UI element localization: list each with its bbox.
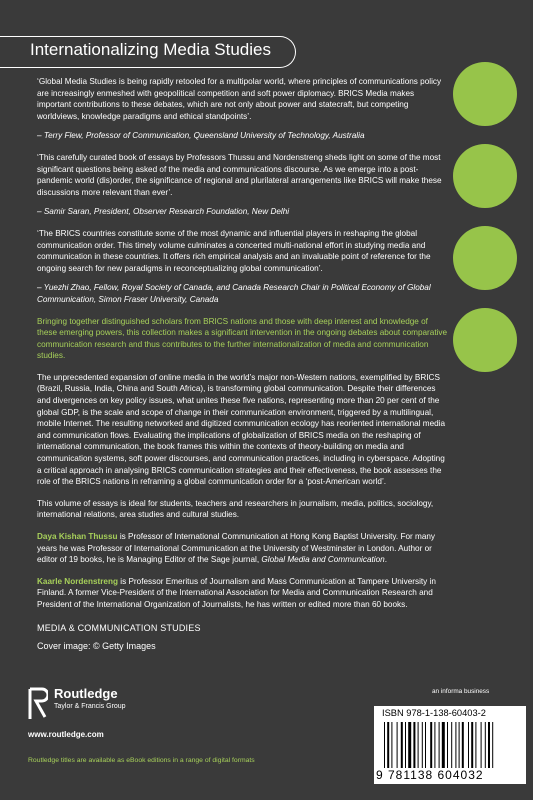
journal-title: Global Media and Communication <box>261 555 385 565</box>
endorsement-attribution: – Samir Saran, President, Observer Research Foundation, New Delhi <box>37 207 290 217</box>
subject-category: MEDIA & COMMUNICATION STUDIES <box>37 622 201 633</box>
green-circle <box>453 226 517 290</box>
audience-paragraph: This volume of essays is ideal for students, teachers and researchers in journalism, media, politics, sociology, international relations, area studies and cultural studies. <box>37 498 434 520</box>
author-name: Daya Kishan Thussu <box>37 532 118 541</box>
publisher-url: www.routledge.com <box>28 730 104 739</box>
author-bio: Kaarle Nordenstreng is Professor Emeritus of Journalism and Mass Communication at Tampere University in Finland. A former Vice-President of the International Association for Media and Communication Research and President of the International Organization of Journalists, he has written or edited more than 60 books. <box>37 576 436 609</box>
publisher-group: Taylor & Francis Group <box>54 703 126 710</box>
description-paragraph: The unprecedented expansion of online media in the world’s major non-Western nations, exemplified by BRICS (Brazil, Russia, India, China and South Africa), is transforming global communication. Despite their differences and divergences on key policy issues, what unites these five nations, representing more than 20 per cent of the global GDP, is the scale and scope of change in their communication environment, triggered by a multilingual, mobile Internet. The resulting networked and digitized communication ecology has reoriented international media and communication flows. Evaluating the implications of globalization of BRICS media on the reshaping of international communication, the book frames this within the contexts of theory-building on media and communication systems, soft power discourses, and communication practices, including in cyberspace. Adopting a critical approach in analysing BRICS communication strategies and their effectiveness, the book assesses the role of the BRICS nations in reframing a global communication order for a ‘post-American world’. <box>37 372 446 487</box>
endorsement-quote: ‘The BRICS countries constitute some of the most dynamic and influential players in reshaping the global communication order. This timely volume culminates a concerted multi-national effort in studying media and communication in these countries. It offers rich empirical analysis and an invaluable point of reference for the ongoing search for new paradigms in reconceptualizing global communication’. <box>37 228 431 273</box>
author-bio: Daya Kishan Thussu is Professor of International Communication at Hong Kong Baptist University. For many years he was Professor of International Communication at the University of Westminster in London. Author or editor of 19 books, he is Managing Editor of the Sage journal, Global Media and Communication. <box>37 532 436 565</box>
endorsement-quote: ‘Global Media Studies is being rapidly retooled for a multipolar world, where principles of communications policy are increasingly enmeshed with geopolitical competition and soft power diplomacy. BRICS Media makes important contributions to these debates, which are not only about power and statecraft, but competing worldviews, knowledge paradigms and ethical standpoints’. <box>37 77 442 121</box>
endorsement-quote: ‘This carefully curated book of essays by Professors Thussu and Nordenstreng sheds light on some of the most significant questions being asked of the media and communications discourse. As we emerge into a post-pandemic world (dis)order, the significance of regional and plurilateral arrangements like BRICS will make these discussions more relevant than ever’. <box>37 152 442 197</box>
ebook-note: Routledge titles are available as eBook editions in a range of digital formats <box>28 757 255 764</box>
back-cover-text <box>37 76 448 653</box>
isbn-digits: 9 781138 604032 <box>376 768 484 782</box>
cover-credit: Cover image: © Getty Images <box>37 641 156 652</box>
endorsement-attribution: – Terry Flew, Professor of Communication, Queensland University of Technology, Australia <box>37 131 365 141</box>
green-circle <box>453 308 517 372</box>
green-circle <box>453 62 517 126</box>
publisher-name: Routledge <box>54 686 118 701</box>
informa-business-label: an informa business <box>432 688 490 695</box>
intro-paragraph: Bringing together distinguished scholars from BRICS nations and those with deep interest and knowledge of these emerging powers, this collection makes a significant intervention in the ongoing debates about comparative communication research and thus contributes to the further internationalization of media and communication studies. <box>37 316 448 361</box>
endorsement-attribution: – Yuezhi Zhao, Fellow, Royal Society of Canada, and Canada Research Chair in Political Economy of Global Communication, Simon Fraser University, Canada <box>37 283 431 304</box>
green-circle <box>453 144 517 208</box>
routledge-logo <box>28 687 126 721</box>
isbn-label: ISBN 978-1-138-60403-2 <box>382 708 486 718</box>
author-name: Kaarle Nordenstreng <box>37 576 118 586</box>
series-title: Internationalizing Media Studies <box>30 40 271 59</box>
routledge-mark-icon <box>28 687 48 721</box>
